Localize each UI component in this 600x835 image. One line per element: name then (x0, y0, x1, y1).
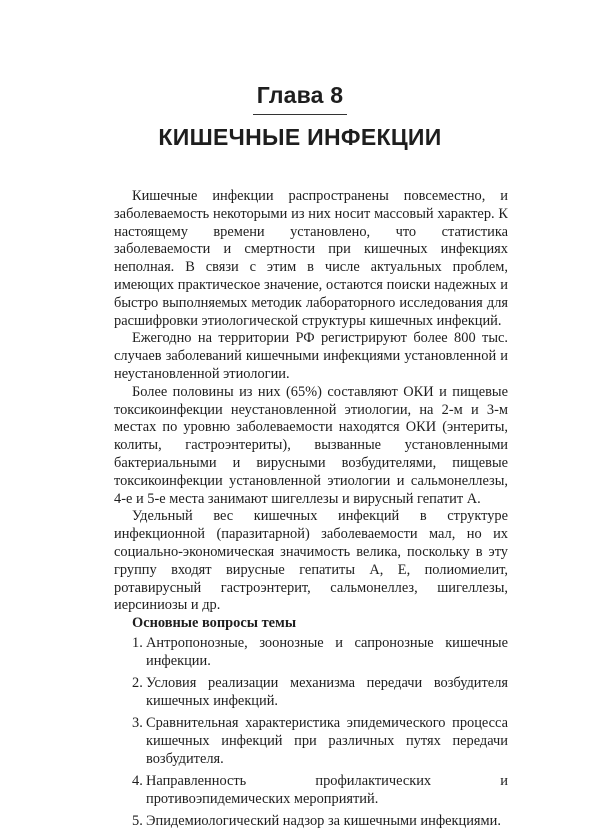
question-item (114, 773, 508, 809)
questions-heading: Основные вопросы темы (132, 615, 297, 632)
questions-list (114, 635, 508, 831)
paragraph-structure: Более половины из них (65%) составляют ОКИ и пищевые токсикоинфекции неустановленной этиологии, на 2-м и 3-м местах по уровню заболеваемости находятся ОКИ (энтериты, колиты, гастроэнтериты), вызванные установленными бактериальными и вирусными возбудителями, пищевые токсикоинфекции установленной этиологии и сальмонеллезы, 4-е и 5-е места занимают шигеллезы и вирусный гепатит А. (114, 383, 508, 507)
question-item (114, 715, 508, 768)
question-text: Условия реализации механизма передачи возбудителя кишечных инфекций. (146, 675, 508, 709)
question-number: 1. (132, 634, 143, 651)
question-number: 2. (132, 675, 143, 692)
paragraph-intro: Кишечные инфекции распространены повсеместно, и заболеваемость некоторыми из них носит массовый характер. К настоящему времени установлено, что статистика заболеваемости и смертности при кишечных инфекциях неполная. В связи с этим в числе актуальных проблем, имеющих практическое значение, остаются поиски надежных и быстро выполняемых методик лабораторного исследования для расшифровки этиологической структуры кишечных инфекций. (114, 188, 508, 329)
chapter-title: КИШЕЧНЫЕ ИНФЕКЦИИ (158, 124, 442, 150)
paragraph-significance: Удельный вес кишечных инфекций в структуре инфекционной (паразитарной) заболеваемости мал, но их социально-экономическая значимость велика, поскольку в эту группу входят вирусные гепатиты А, Е, полиомиелит, ротавирусный гастроэнтерит, сальмонеллез, шигеллезы, иерсиниозы и др. (114, 508, 508, 614)
question-text: Эпидемиологический надзор за кишечными инфекциями. (146, 813, 501, 830)
chapter-body (114, 188, 508, 835)
question-number: 4. (132, 773, 143, 789)
chapter-number: Глава 8 (256, 82, 344, 108)
question-text: Антропонозные, зоонозные и сапронозные кишечные инфекции. (146, 634, 508, 669)
question-item (114, 675, 508, 711)
question-item (114, 813, 508, 831)
question-number: 5. (132, 813, 143, 830)
question-item (114, 635, 508, 671)
question-text: Направленность профилактических и противоэпидемических мероприятий. (146, 773, 508, 807)
title-divider (253, 114, 347, 115)
question-number: 3. (132, 715, 143, 732)
question-text: Сравнительная характеристика эпидемического процесса кишечных инфекций при различных путях передачи возбудителя. (146, 715, 508, 767)
paragraph-statistics: Ежегодно на территории РФ регистрируют более 800 тыс. случаев заболеваний кишечными инфекциями установленной и неустановленной этиологии. (114, 330, 508, 382)
